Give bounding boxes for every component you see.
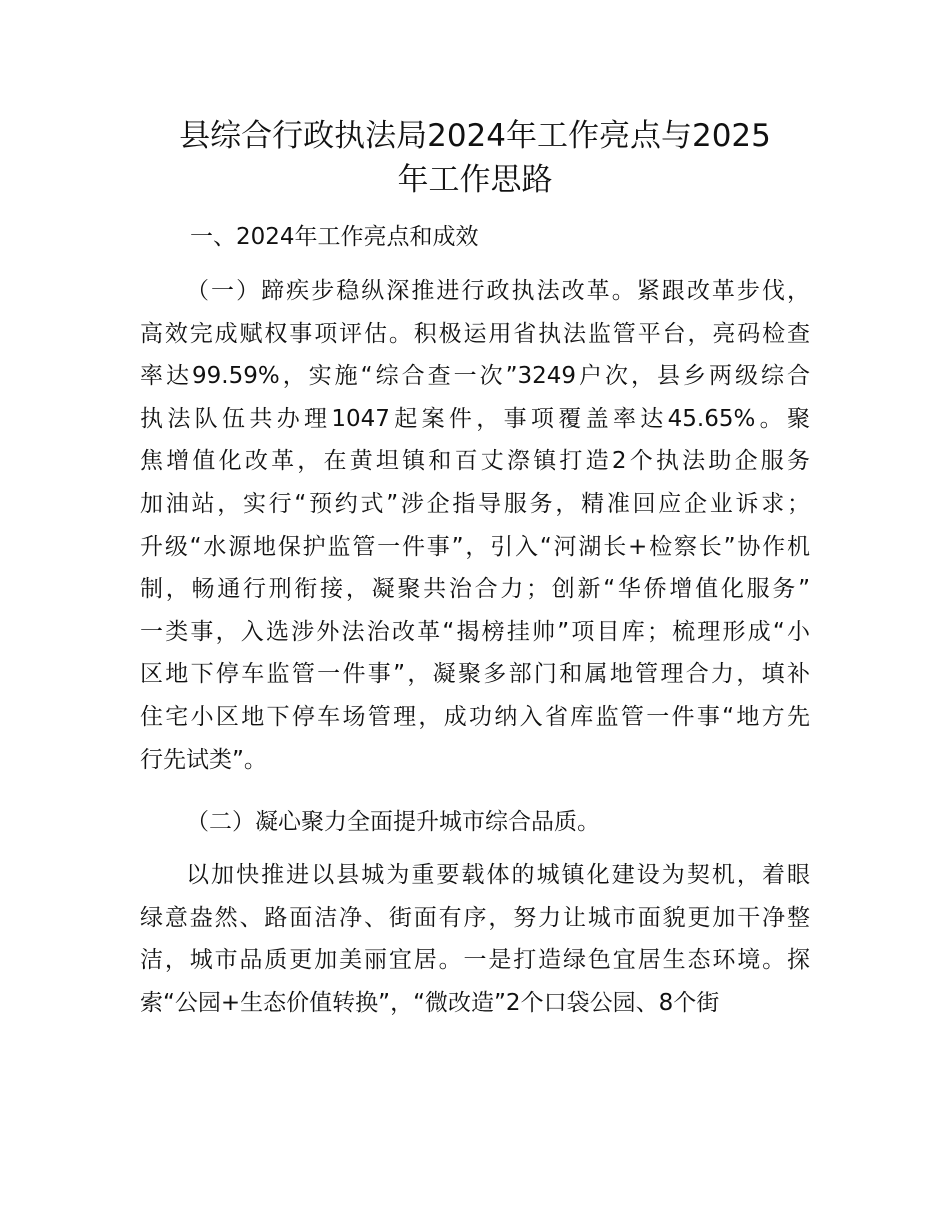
text-line: 住宅小区地下停车场管理，成功纳入省库监管一件事“地方先 (140, 704, 810, 730)
section-heading: 一、2024年工作亮点和成效 (190, 224, 479, 250)
text-line: 率达99.59%，实施“综合查一次”3249户次，县乡两级综合 (140, 363, 810, 390)
text-line: 绿意盎然、路面洁净、街面有序，努力让城市面貌更加干净整 (140, 904, 810, 931)
title-line: 年工作思路 (397, 162, 553, 198)
text-line: 加油站，实行“预约式”涉企指导服务，精准回应企业诉求； (140, 491, 810, 517)
text-line: 索“公园+生态价值转换”，“微改造”2个口袋公园、8个街 (140, 989, 720, 1016)
text-line: 洁，城市品质更加美丽宜居。一是打造绿色宜居生态环境。探 (140, 947, 810, 974)
text-line: 制，畅通行刑衔接，凝聚共治合力；创新“华侨增值化服务” (140, 576, 810, 603)
text-line: 一类事，入选涉外法治改革“揭榜挂帅”项目库；梳理形成“小 (140, 618, 810, 645)
text-line: 执法队伍共办理1047起案件，事项覆盖率达45.65%。聚 (140, 405, 810, 432)
title-line: 县综合行政执法局2024年工作亮点与2025 (179, 118, 771, 154)
text-line: 升级“水源地保护监管一件事”，引入“河湖长+检察长”协作机 (140, 533, 810, 560)
text-line: 行先试类”。 (140, 746, 267, 773)
text-line: 焦增值化改革，在黄坦镇和百丈漈镇打造2个执法助企服务 (140, 448, 810, 475)
subsection-heading: （二）凝心聚力全面提升城市综合品质。 (186, 809, 600, 835)
text-line: （一）蹄疾步稳纵深推进行政执法改革。紧跟改革步伐， (186, 278, 810, 304)
text-line: 高效完成赋权事项评估。积极运用省执法监管平台，亮码检查 (140, 320, 810, 347)
text-line: 区地下停车监管一件事”，凝聚多部门和属地管理合力，填补 (140, 661, 810, 688)
text-line: 以加快推进以县城为重要载体的城镇化建设为契机，着眼 (186, 862, 810, 888)
